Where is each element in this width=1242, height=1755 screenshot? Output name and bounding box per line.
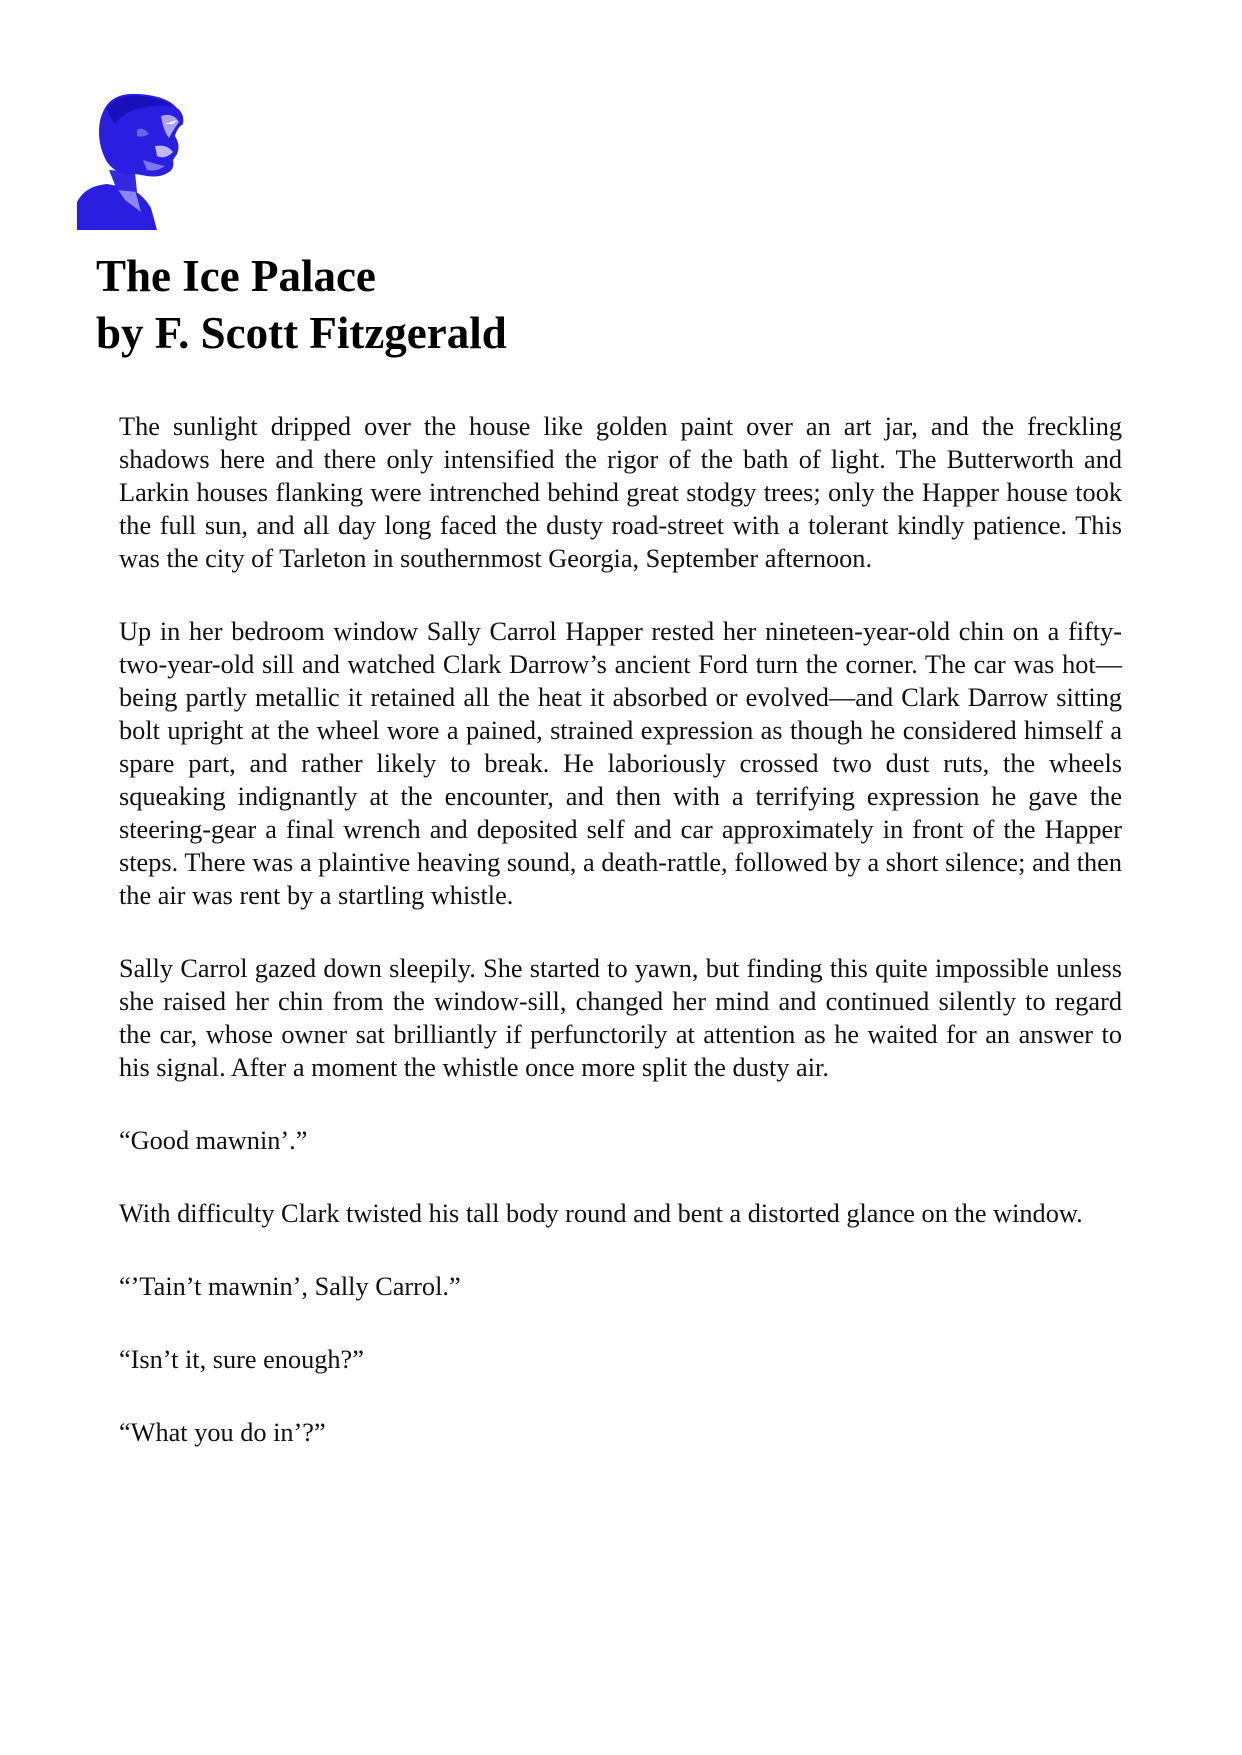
story-paragraph-3: Sally Carrol gazed down sleepily. She started to yawn, but finding this quite impossible unless she raised her chin from the window-sill, changed her mind and continued silently to regard the car, whose owner sat brilliantly if perfunctorily at attention as he waited for an answer to his signal. After a moment the whistle once more split the dusty air.: [119, 954, 1122, 1082]
document-heading: [96, 248, 507, 362]
story-dialogue-4: “What you do in’?”: [119, 1418, 326, 1447]
story-paragraph-2: Up in her bedroom window Sally Carrol Happer rested her nineteen-year-old chin on a fifty-two-year-old sill and watched Clark Darrow’s ancient Ford turn the corner. The car was hot—being partly metallic it retained all the heat it absorbed or evolved—and Clark Darrow sitting bolt upright at the wheel wore a pained, strained expression as though he considered himself a spare part, and rather likely to break. He laboriously crossed two dust ruts, the wheels squeaking indignantly at the encounter, and then with a terrifying expression he gave the steering-gear a final wrench and deposited self and car approximately in front of the Happer steps. There was a plaintive heaving sound, a death-rattle, followed by a short silence; and then the air was rent by a startling whistle.: [119, 617, 1122, 910]
story-dialogue-1: “Good mawnin’.”: [119, 1126, 308, 1155]
author-portrait-icon: [77, 90, 193, 230]
story-byline: by F. Scott Fitzgerald: [96, 308, 507, 358]
story-dialogue-3: “Isn’t it, sure enough?”: [119, 1345, 364, 1374]
story-paragraph-4: With difficulty Clark twisted his tall body round and bent a distorted glance on the window.: [119, 1199, 1083, 1228]
story-paragraph-1: The sunlight dripped over the house like golden paint over an art jar, and the freckling shadows here and there only intensified the rigor of the bath of light. The Butterworth and Larkin houses flanking were intrenched behind great stodgy trees; only the Happer house took the full sun, and all day long faced the dusty road-street with a tolerant kindly patience. This was the city of Tarleton in southernmost Georgia, September afternoon.: [119, 412, 1122, 573]
story-title: The Ice Palace: [96, 251, 376, 301]
story-dialogue-2: “’Tain’t mawnin’, Sally Carrol.”: [119, 1272, 461, 1301]
story-body: [119, 410, 1122, 1489]
